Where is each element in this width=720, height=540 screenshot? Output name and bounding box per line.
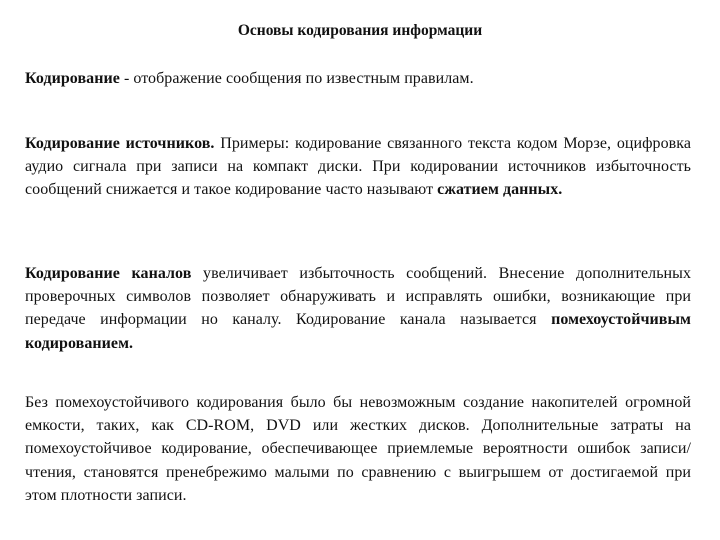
term-source-coding: Кодирование источников. — [25, 135, 215, 152]
page-title: Основы кодирования информации — [237, 22, 483, 39]
source-coding-text: Примеры: кодирование связанного текста кодом Морзе, оцифровка аудио сигнала при записи на компакт диски. При кодировании источников избыточность сообщений снижается и такое кодирование часто называют — [25, 135, 691, 199]
paragraph-storage — [25, 391, 691, 507]
term-coding: Кодирование — [25, 70, 120, 87]
definition-text: - отображение сообщения по известным правилам. — [119, 70, 474, 87]
paragraph-channel-coding — [25, 262, 691, 355]
storage-text: Без помехоустойчивого кодирования было бы невозможным создание накопителей огромной емкости, таких, как CD-ROM, DVD или жестких дисков. Дополнительные затраты на помехоустойчивое кодирование, обеспечивающее приемлемые вероятности ошибок записи/чтения, становятся пренебрежимо малыми по сравнению с выигрышем от достигаемой при этом плотности записи. — [25, 394, 691, 504]
term-channel-coding: Кодирование каналов — [25, 265, 192, 282]
term-compression: сжатием данных. — [437, 181, 563, 199]
channel-coding-text: увеличивает избыточность сообщений. Внесение дополнительных проверочных символов позволяет обнаруживать и исправлять ошибки, возникающие при передаче информации но каналу. Кодирование канала называется — [25, 265, 692, 329]
term-error-correcting-coding: помехоустойчивым кодированием. — [25, 311, 691, 352]
paragraph-definition — [25, 67, 691, 90]
paragraph-source-coding — [25, 132, 691, 202]
